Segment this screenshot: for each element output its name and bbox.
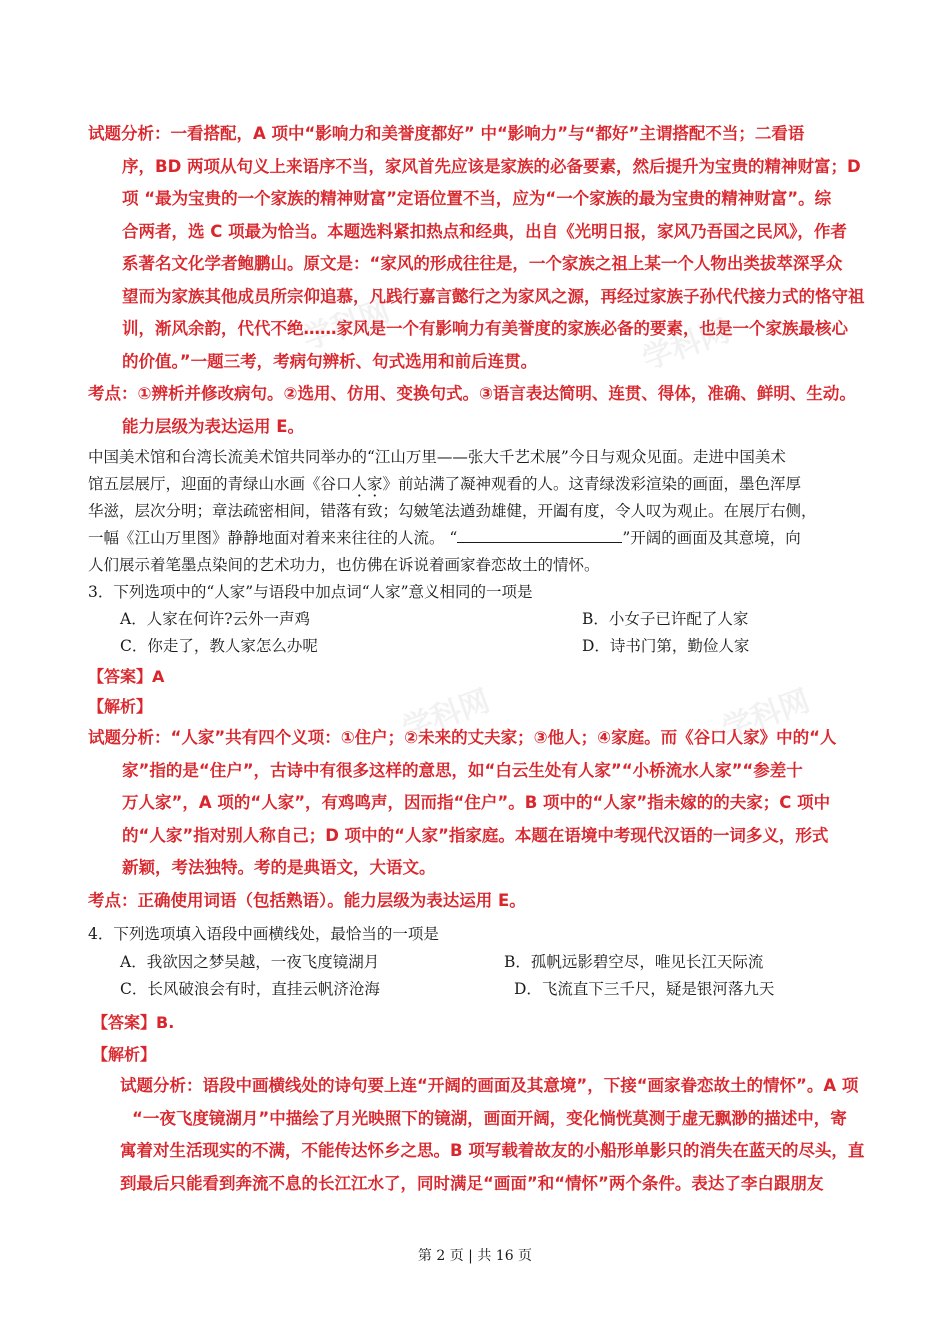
kaodian-line: 考点：正确使用词语（包括熟语）。能力层级为表达运用 E。 [88,890,526,910]
q3-option-a: A．人家在何许?云外一声鸡 [120,610,311,628]
passage-text: 一幅《江山万里图》静静地面对着来来往往的人流。 “ [88,529,458,547]
analysis-line: 的“人家”指对别人称自己；D 项中的“人家”指家庭。本题在语境中考现代汉语的一词多义，形式 [122,825,829,845]
passage-line [88,471,888,498]
analysis-q2 [88,118,888,443]
q3-answer: 【答案】A [88,667,165,686]
dotted-char: 家 [367,475,383,493]
q3-option-b: B．小女子已许配了人家 [582,610,749,628]
analysis-line: 序，BD 两项从句义上来语序不当，家风首先应该是家族的必备要素，然后提升为宝贵的精神财富；D [122,156,861,176]
question-4-stem: 4．下列选项填入语段中画横线处，最恰当的一项是 [88,925,439,943]
q4-option-b: B．孤帆远影碧空尽，唯见长江天际流 [504,953,764,971]
analysis-line: 万人家”，A 项的“人家”，有鸡鸣声，因而指“住户”。B 项中的“人家”指未嫁的的夫家；C 项中 [122,793,831,812]
passage-line: 华滋，层次分明；章法疏密相间，错落有致；勾皴笔法遒劲雄健，开阖有度，令人叹为观止。在展厅右侧， [88,502,817,520]
watermark: 学科网 [397,683,495,748]
fill-blank [457,528,622,543]
reading-passage [88,444,888,579]
q4-option-c: C．长风破浪会有时，直挂云帆济沧海 [120,980,380,998]
question-3-stem: 3．下列选项中的“人家”与语段中加点词“人家”意义相同的一项是 [88,583,533,601]
kaodian-line: 考点：①辨析并修改病句。②选用、仿用、变换句式。③语言表达简明、连贯、得体，准确、鲜明、生动。 [88,384,856,403]
watermark: 学科网 [637,313,735,378]
analysis-q3 [88,722,888,917]
analysis-line: 到最后只能看到奔流不息的长江江水了，同时满足“画面”和“情怀”两个条件。表达了李白跟朋友 [120,1173,824,1193]
q3-analysis-label: 【解析】 [88,697,153,716]
analysis-line: 试题分析：一看搭配，A 项中“影响力和美誉度都好” 中“影响力”与“都好”主谓搭配不当；二看语 [88,124,805,143]
analysis-q4 [120,1070,910,1200]
kaodian-line: 能力层级为表达运用 E。 [122,416,305,436]
q4-analysis-label: 【解析】 [92,1045,157,1064]
analysis-line: 的价值。”一题三考，考病句辨析、句式选用和前后连贯。 [122,351,538,371]
q4-answer: 【答案】B. [92,1013,175,1032]
analysis-line: 望而为家族其他成员所宗仰追慕，凡践行嘉言懿行之为家风之源，再经过家族子孙代代接力式的恪守祖 [122,286,865,306]
analysis-line: “一夜飞度镜湖月”中描绘了月光映照下的镜湖，画面开阔，变化惝恍莫测于虚无飘渺的描述中，寄 [132,1108,847,1128]
passage-line [88,525,888,552]
analysis-line: 家”指的是“住户”，古诗中有很多这样的意思，如“白云生处有人家”“小桥流水人家”“参差十 [122,760,803,780]
analysis-line: 试题分析：语段中画横线处的诗句要上连“开阔的画面及其意境”，下接“画家眷恋故土的情怀”。A 项 [120,1076,859,1095]
analysis-line: 项 “最为宝贵的一个家族的精神财富”定语位置不当，应为“一个家族的最为宝贵的精神财富”。综 [122,189,832,208]
q4-option-a: A．我欲因之梦吴越，一夜飞度镜湖月 [120,953,380,971]
dotted-char: 人 [351,475,368,493]
analysis-line: 合两者，选 C 项最为恰当。本题选料紧扣热点和经典，出自《光明日报，家风乃吾国之民风》，作者 [122,221,847,241]
page-footer: 第 2 页 | 共 16 页 [417,1248,533,1264]
passage-text: 》前站满了凝神观看的人。这青绿泼彩渲染的画面，墨色浑厚 [382,475,802,493]
analysis-line: 寓着对生活现实的不满，不能传达怀乡之思。B 项写载着故友的小船形单影只的消失在蓝天的尽头，直 [120,1141,865,1160]
watermark: 学科网 [297,293,395,358]
analysis-line: 新颖，考法独特。考的是典语文，大语文。 [122,858,436,877]
analysis-line: 训，渐风余韵，代代不绝……家风是一个有影响力有美誉度的家族必备的要素，也是一个家族最核心 [122,319,848,338]
q4-option-d: D．飞流直下三千尺，疑是银河落九天 [514,980,775,998]
passage-line: 中国美术馆和台湾长流美术馆共同举办的“江山万里——张大千艺术展”今日与观众见面。走进中国美术 [88,448,786,466]
q3-option-c: C．你走了，教人家怎么办呢 [120,637,318,655]
watermark: 学科网 [717,683,815,748]
passage-line: 人们展示着笔墨点染间的艺术功力，也仿佛在诉说着画家眷恋故土的情怀。 [88,556,600,574]
passage-text: ”开阔的画面及其意境，向 [622,529,801,547]
analysis-line: 试题分析：“人家”共有四个义项：①住户；②未来的丈夫家；③他人；④家庭。而《谷口人家》中的“人 [88,728,837,747]
q3-option-d: D．诗书门第，勤俭人家 [582,637,750,655]
passage-text: 馆五层展厅，迎面的青绿山水画《谷口 [88,475,352,493]
analysis-line: 系著名文化学者鲍鹏山。原文是：“家风的形成往往是，一个家族之祖上某一个人物出类拔萃深孚众 [122,254,843,273]
